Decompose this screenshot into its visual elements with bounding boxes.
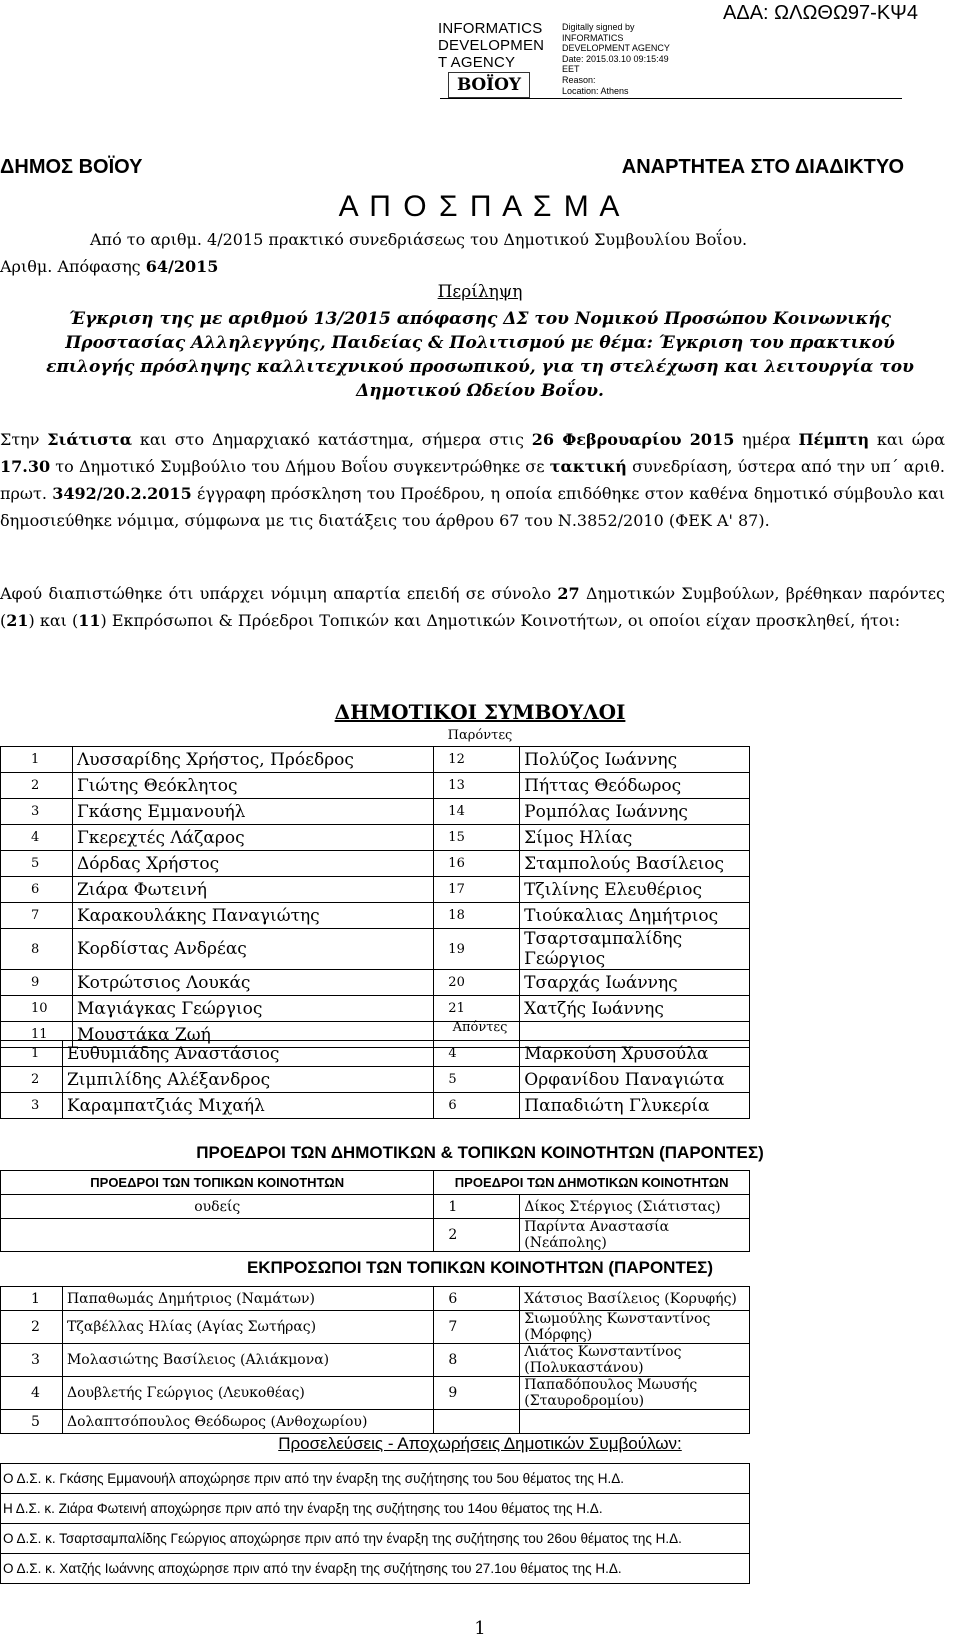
table-row xyxy=(1,1494,750,1524)
row-number: 18 xyxy=(434,903,520,929)
row-number: 5 xyxy=(434,1067,520,1093)
table-row xyxy=(1,1554,750,1584)
row-number: 4 xyxy=(1,1377,63,1410)
row-number: 1 xyxy=(1,1041,63,1067)
arrival-note: Ο Δ.Σ. κ. Γκάσης Εμμανουήλ αποχώρησε πριν από την έναρξη της συζήτησης του 5ου θέματος της Η.Δ. xyxy=(1,1464,750,1494)
text: Δημοτικών Συμβούλων, βρέθηκαν παρόντες ( xyxy=(0,584,945,630)
representatives-title: ΕΚΠΡΟΣΩΠΟΙ ΤΩΝ ΤΟΠΙΚΩΝ ΚΟΙΝΟΤΗΤΩΝ (ΠΑΡΟΝΤΕΣ) xyxy=(246,1258,714,1277)
person-name: Καραμπατζιάς Μιχαήλ xyxy=(62,1093,433,1119)
signature-line: Date: 2015.03.10 09:15:49 xyxy=(562,53,669,64)
row-number: 13 xyxy=(434,773,520,799)
row-number: 2 xyxy=(1,1067,63,1093)
total-count: 27 xyxy=(557,584,580,603)
person-name: Χατζής Ιωάννης xyxy=(520,996,750,1022)
protocol-no: 3492/20.2.2015 xyxy=(52,484,192,503)
col-local: ΠΡΟΕΔΡΟΙ ΤΩΝ ΤΟΠΙΚΩΝ ΚΟΙΝΟΤΗΤΩΝ xyxy=(1,1171,434,1195)
row-number: 4 xyxy=(1,825,73,851)
row-number: 21 xyxy=(434,996,520,1022)
logo-line: INFORMATICS xyxy=(438,20,543,37)
arrival-note: Ο Δ.Σ. κ. Χατζής Ιωάννης αποχώρησε πριν από την έναρξη της συζήτησης του 27.1ου θέματος της Η.Δ. xyxy=(1,1554,750,1584)
person-name: Παπαθωμάς Δημήτριος (Ναμάτων) xyxy=(62,1287,433,1311)
col-municipal: ΠΡΟΕΔΡΟΙ ΤΩΝ ΔΗΜΟΤΙΚΩΝ ΚΟΙΝΟΤΗΤΩΝ xyxy=(434,1171,750,1195)
agency-logo xyxy=(438,20,558,98)
table-row xyxy=(1,1287,750,1311)
row-number: 1 xyxy=(434,1195,520,1219)
table-row xyxy=(1,799,750,825)
person-name: Λιάτος Κωνσταντίνος (Πολυκαστάνου) xyxy=(520,1344,750,1377)
person-name: Γκερεχτές Λάζαρος xyxy=(72,825,433,851)
table-row xyxy=(1,851,750,877)
person-name: Τζιλίνης Ελευθέριος xyxy=(520,877,750,903)
table-row xyxy=(1,747,750,773)
row-number: 2 xyxy=(434,1219,520,1252)
table-row xyxy=(1,1219,750,1252)
table-row xyxy=(1,1344,750,1377)
row-number: 4 xyxy=(434,1041,520,1067)
row-number: 15 xyxy=(434,825,520,851)
person-name: Καρακουλάκης Παναγιώτης xyxy=(72,903,433,929)
text: ) και ( xyxy=(28,611,79,630)
person-name: Παπαδόπουλος Μωυσής (Σταυροδρομίου) xyxy=(520,1377,750,1410)
present-label: Παρόντες xyxy=(447,728,513,743)
table-row xyxy=(1,1311,750,1344)
text: ) Εκπρόσωποι & Πρόεδροι Τοπικών και Δημοτικών Κοινοτήτων, οι οποίοι είχαν προσκληθεί, ήτοι: xyxy=(100,611,901,630)
session-type: τακτική xyxy=(549,457,627,476)
row-number: 1 xyxy=(1,747,73,773)
day: Πέμπτη xyxy=(798,430,870,449)
person-name: Παπαδιώτη Γλυκερία xyxy=(520,1093,750,1119)
page-number: 1 xyxy=(474,1618,486,1639)
signature-line: INFORMATICS xyxy=(562,32,624,43)
row-number: 6 xyxy=(434,1287,520,1311)
councillors-title: ΔΗΜΟΤΙΚΟΙ ΣΥΜΒΟΥΛΟΙ xyxy=(334,700,626,724)
row-number: 9 xyxy=(1,970,73,996)
presidents-title: ΠΡΟΕΔΡΟΙ ΤΩΝ ΔΗΜΟΤΙΚΩΝ & ΤΟΠΙΚΩΝ ΚΟΙΝΟΤΗΤΩΝ (ΠΑΡΟΝΤΕΣ) xyxy=(196,1143,764,1162)
person-name: Γκάσης Εμμανουήλ xyxy=(72,799,433,825)
person-name: Σίμος Ηλίας xyxy=(520,825,750,851)
signature-line: Reason: xyxy=(562,74,596,85)
person-name: Ευθυμιάδης Αναστάσιος xyxy=(62,1041,433,1067)
ada-code: ΑΔΑ: ΩΛΩΘΩ97-ΚΨ4 xyxy=(723,2,918,24)
person-name: Γιώτης Θεόκλητος xyxy=(72,773,433,799)
person-name: Τσαρχάς Ιωάννης xyxy=(520,970,750,996)
table-row xyxy=(1,1195,750,1219)
table-row xyxy=(1,1464,750,1494)
table-row xyxy=(1,970,750,996)
decision-no: 64/2015 xyxy=(145,257,219,276)
text: ημέρα xyxy=(734,430,799,449)
person-name: Μουστάκα Ζωή xyxy=(72,1022,433,1048)
person-name: Τιούκαλιας Δημήτριος xyxy=(520,903,750,929)
row-number: 19 xyxy=(434,929,520,970)
person-name: Δολαπτσόπουλος Θεόδωρος (Ανθοχωρίου) xyxy=(62,1410,433,1434)
logo-line: DEVELOPMEN xyxy=(438,37,545,54)
person-name: Μαγιάγκας Γεώργιος xyxy=(72,996,433,1022)
person-name: Κορδίστας Ανδρέας xyxy=(72,929,433,970)
person-name: Μολασιώτης Βασίλειος (Αλιάκμονα) xyxy=(62,1344,433,1377)
table-row xyxy=(1,1093,750,1119)
post-online-label: ΑΝΑΡΤΗΤΕΑ ΣΤΟ ΔΙΑΔΙΚΤΥΟ xyxy=(621,156,904,178)
row-number: 2 xyxy=(1,773,73,799)
person-name: Πολύζος Ιωάννης xyxy=(520,747,750,773)
local-president xyxy=(1,1219,434,1252)
decision-number xyxy=(0,257,218,276)
arrivals-title: Προσελεύσεις - Αποχωρήσεις Δημοτικών Συμβούλων: xyxy=(278,1434,682,1453)
present-councillors-table xyxy=(0,746,750,1048)
row-number: 3 xyxy=(1,799,73,825)
table-row xyxy=(1,1410,750,1434)
representatives-table xyxy=(0,1286,750,1434)
person-name: Δόρδας Χρήστος xyxy=(72,851,433,877)
text: Αφού διαπιστώθηκε ότι υπάρχει νόμιμη απαρτία επειδή σε σύνολο xyxy=(0,584,558,603)
row-number: 17 xyxy=(434,877,520,903)
row-number: 14 xyxy=(434,799,520,825)
signature-line: DEVELOPMENT AGENCY xyxy=(562,43,670,54)
arrival-note: Η Δ.Σ. κ. Ζιάρα Φωτεινή αποχώρησε πριν από την έναρξη της συζήτησης του 14ου θέματος της Η.Δ. xyxy=(1,1494,750,1524)
summary-text: Έγκριση της με αριθμού 13/2015 απόφασης ΔΣ του Νομικού Προσώπου Κοινωνικής Προστασίας Αλληλεγγύης, Παιδείας & Πολιτισμού με θέμα: Έγκριση του πρακτικού επιλογής πρόσληψης καλλιτεχνικού προσωπικού, για τη στελέχωση και λειτουργία του Δημοτικού Ωδείου Βοΐου. xyxy=(46,309,914,401)
row-number: 16 xyxy=(434,851,520,877)
row-number: 12 xyxy=(434,747,520,773)
text: Στην xyxy=(0,430,48,449)
person-name: Ρομπόλας Ιωάννης xyxy=(520,799,750,825)
person-name: Σταμπολούς Βασίλειος xyxy=(520,851,750,877)
row-number: 5 xyxy=(1,851,73,877)
table-row xyxy=(1,1377,750,1410)
person-name: Ζιάρα Φωτεινή xyxy=(72,877,433,903)
person-name: Τζαβέλλας Ηλίας (Αγίας Σωτήρας) xyxy=(62,1311,433,1344)
table-row xyxy=(1,903,750,929)
city: Σιάτιστα xyxy=(47,430,133,449)
person-name: Λυσσαρίδης Χρήστος, Πρόεδρος xyxy=(72,747,433,773)
local-president: ουδείς xyxy=(1,1195,434,1219)
person-name: Τσαρτσαμπαλίδης Γεώργιος xyxy=(520,929,750,970)
text: συνεδρίαση, ύστερα από την υπ΄ αριθ. πρωτ. xyxy=(0,457,946,503)
row-number: 7 xyxy=(434,1311,520,1344)
row-number: 6 xyxy=(1,877,73,903)
table-row xyxy=(1,996,750,1022)
presidents-header-row xyxy=(1,1171,750,1195)
signature-line: Digitally signed by xyxy=(562,22,635,32)
person-name: Μαρκούση Χρυσούλα xyxy=(520,1041,750,1067)
row-number xyxy=(434,1410,520,1434)
intro-paragraph-1 xyxy=(0,426,945,534)
row-number: 10 xyxy=(1,996,73,1022)
table-row xyxy=(1,1041,750,1067)
text: έγγραφη πρόσκληση του Προέδρου, η οποία επιδόθηκε στον καθένα δημοτικό σύμβουλο και δημοσιεύθηκε νόμιμα, σύμφωνα με τις διατάξεις του άρθρου 67 του Ν.3852/2010 (ΦΕΚ Α' 87). xyxy=(0,484,945,530)
municipal-president: Παρίντα Αναστασία (Νεάπολης) xyxy=(520,1219,750,1252)
municipal-president: Δίκος Στέργιος (Σιάτιστας) xyxy=(520,1195,750,1219)
row-number: 8 xyxy=(434,1344,520,1377)
row-number: 7 xyxy=(1,903,73,929)
absent-councillors-table xyxy=(0,1040,750,1119)
person-name: Κοτρώτσιος Λουκάς xyxy=(72,970,433,996)
minutes-reference: Από το αριθμ. 4/2015 πρακτικό συνεδριάσεως του Δημοτικού Συμβουλίου Βοΐου. xyxy=(90,230,748,249)
table-row xyxy=(1,825,750,851)
signature-line: Location: Athens xyxy=(562,85,629,96)
row-number: 6 xyxy=(434,1093,520,1119)
person-name: Ορφανίδου Παναγιώτα xyxy=(520,1067,750,1093)
arrival-note: Ο Δ.Σ. κ. Τσαρτσαμπαλίδης Γεώργιος αποχώρησε πριν από την έναρξη της συζήτησης του 26ου θέματος της Η.Δ. xyxy=(1,1524,750,1554)
row-number: 1 xyxy=(1,1287,63,1311)
text: και στο Δημαρχιακό κατάστημα, σήμερα στις xyxy=(132,430,532,449)
decision-prefix: Αριθμ. Απόφασης xyxy=(0,257,146,276)
logo-line: T AGENCY xyxy=(438,54,516,71)
row-number: 20 xyxy=(434,970,520,996)
intro-paragraph-2 xyxy=(0,580,945,634)
row-number: 3 xyxy=(1,1093,63,1119)
digital-signature xyxy=(562,22,670,96)
logo-voiou-badge: ΒΟΪΟΥ xyxy=(448,72,530,98)
time: 17.30 xyxy=(0,457,51,476)
person-name: Ζιμπιλίδης Αλέξανδρος xyxy=(62,1067,433,1093)
text: και ώρα xyxy=(869,430,946,449)
row-number: 3 xyxy=(1,1344,63,1377)
table-row xyxy=(1,773,750,799)
summary-title: Περίληψη xyxy=(437,282,523,302)
row-number: 9 xyxy=(434,1377,520,1410)
row-number: 11 xyxy=(1,1022,73,1048)
text: το Δημοτικό Συμβούλιο του Δήμου Βοΐου συγκεντρώθηκε σε xyxy=(50,457,550,476)
reps-count: 11 xyxy=(78,611,101,630)
row-number: 5 xyxy=(1,1410,63,1434)
presidents-table xyxy=(0,1170,750,1252)
table-row xyxy=(1,1067,750,1093)
date: 26 Φεβρουαρίου 2015 xyxy=(531,430,735,449)
table-row xyxy=(1,877,750,903)
header-rule xyxy=(440,98,902,99)
person-name: Χάτσιος Βασίλειος (Κορυφής) xyxy=(520,1287,750,1311)
person-name xyxy=(520,1410,750,1434)
signature-line: EET xyxy=(562,64,580,75)
table-row xyxy=(1,929,750,970)
table-row xyxy=(1,1524,750,1554)
absent-label: Απόντες xyxy=(452,1020,508,1035)
row-number: 2 xyxy=(1,1311,63,1344)
row-number: 8 xyxy=(1,929,73,970)
municipality-name: ΔΗΜΟΣ ΒΟΪΟΥ xyxy=(0,156,143,178)
present-count: 21 xyxy=(6,611,29,630)
person-name: Πήττας Θεόδωρος xyxy=(520,773,750,799)
document-title: Α Π Ο Σ Π Α Σ Μ Α xyxy=(338,190,622,223)
arrivals-table xyxy=(0,1463,750,1584)
person-name: Σιωμούλης Κωνσταντίνος (Μόρφης) xyxy=(520,1311,750,1344)
person-name: Δουβλετής Γεώργιος (Λευκοθέας) xyxy=(62,1377,433,1410)
